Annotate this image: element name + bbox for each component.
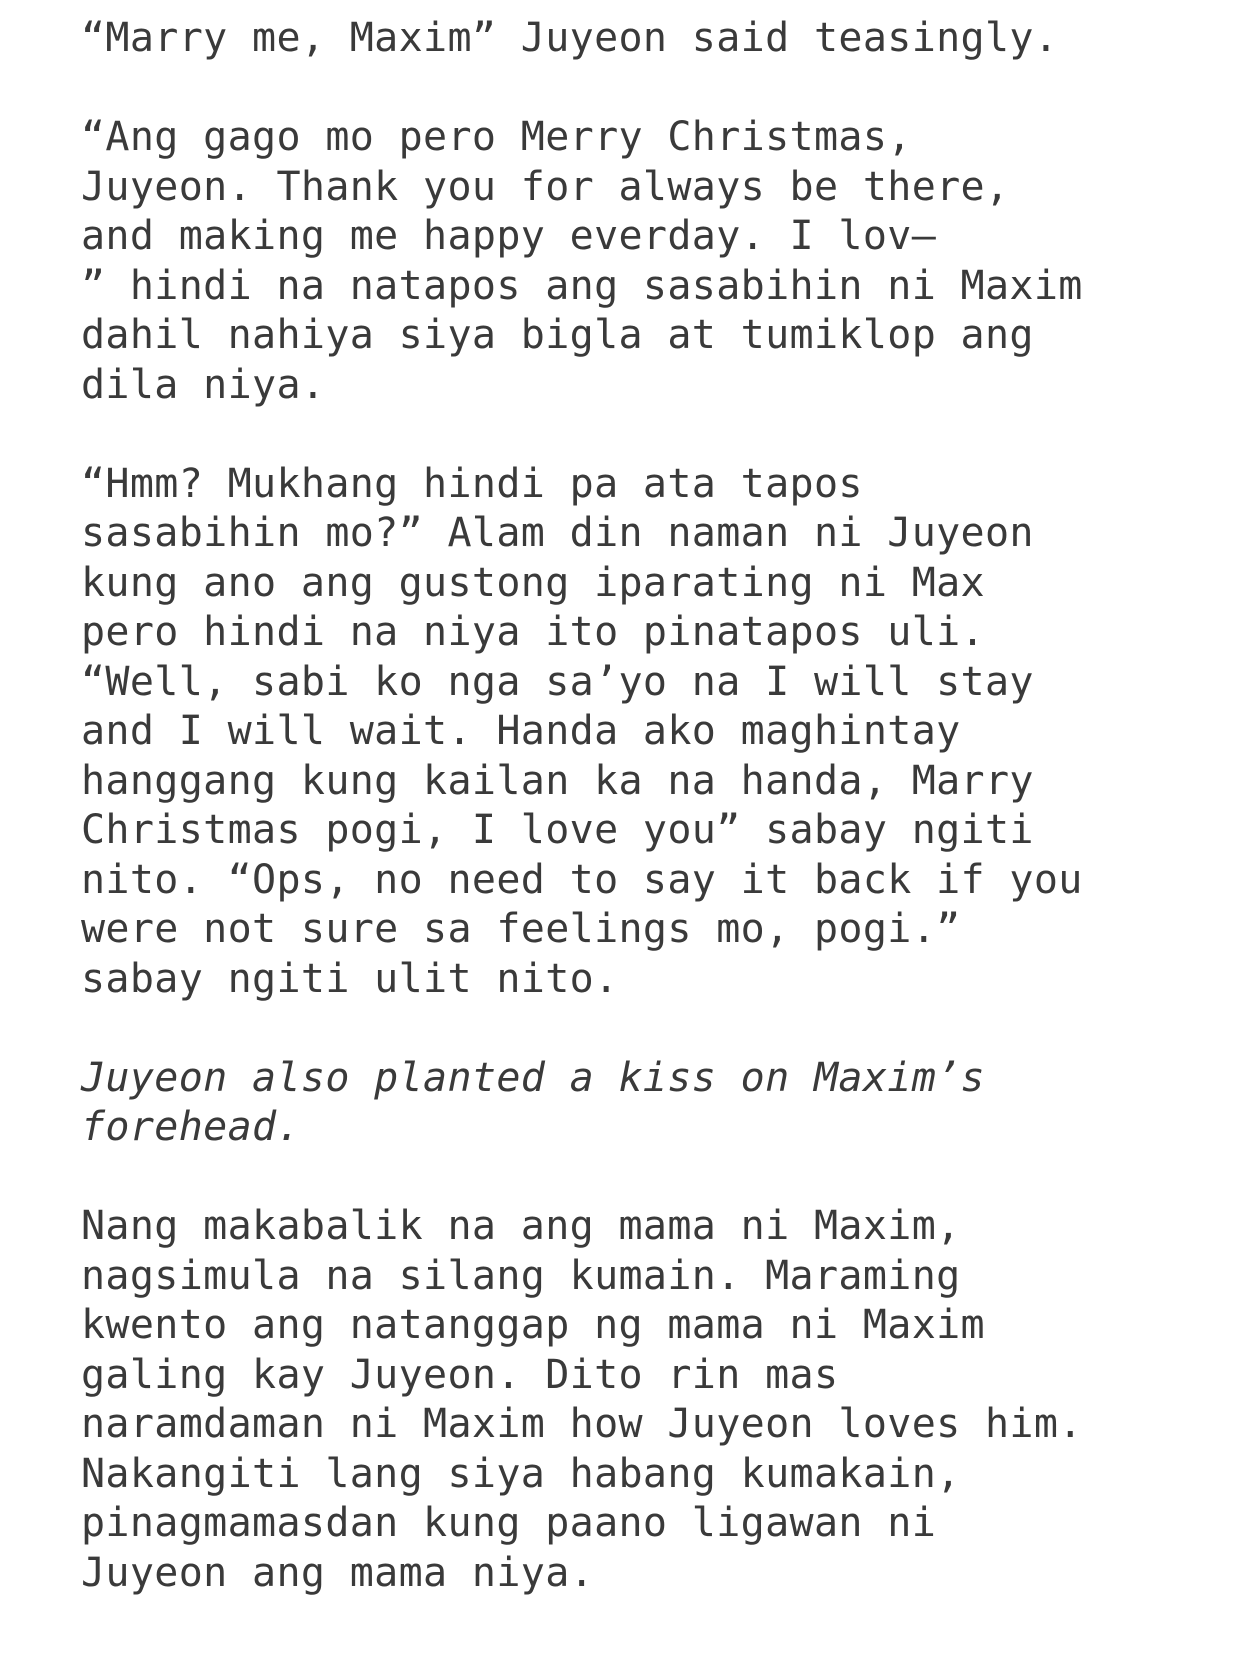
text-line: kwento ang natanggap ng mama ni Maxim — [81, 1302, 985, 1348]
text-line: sabay ngiti ulit nito. — [81, 955, 619, 1002]
text-line: and I will wait. Handa ako maghintay — [81, 708, 961, 754]
paragraph-mama — [81, 1202, 1221, 1598]
text-line: “Well, sabi ko nga sa’yo na I will stay — [81, 658, 1034, 705]
text-line: dahil nahiya siya bigla at tumiklop ang — [81, 312, 1034, 358]
text-line: pero hindi na niya ito pinatapos uli. — [81, 609, 985, 655]
text-line: Juyeon. Thank you for always be there, — [81, 163, 1010, 210]
text-line: kung ano ang gustong iparating ni Max — [81, 559, 985, 606]
text-line: sasabihin mo?” Alam din naman ni Juyeon — [81, 510, 1034, 556]
paragraph-hmm — [81, 460, 1221, 1005]
text-line: and making me happy everday. I lov— — [81, 213, 937, 259]
text-line: dila niya. — [81, 361, 326, 408]
text-line: nagsimula na silang kumain. Maraming — [81, 1252, 961, 1299]
text-line: Christmas pogi, I love you” sabay ngiti — [81, 807, 1034, 853]
text-line: nito. “Ops, no need to say it back if you — [81, 856, 1083, 903]
text-line: galing kay Juyeon. Dito rin mas — [81, 1351, 839, 1398]
paragraph-marry-me — [81, 14, 1221, 64]
text-line: Nakangiti lang siya habang kumakain, — [81, 1450, 961, 1497]
paragraph-merry-christmas — [81, 113, 1221, 410]
text-line: naramdaman ni Maxim how Juyeon loves him. — [81, 1401, 1083, 1447]
paragraph-kiss-italic — [81, 1054, 1221, 1153]
story-document — [81, 14, 1221, 1648]
text-line: Juyeon also planted a kiss on Maxim’s — [81, 1054, 985, 1101]
text-line: forehead. — [81, 1104, 301, 1150]
text-line: “Marry me, Maxim” Juyeon said teasingly. — [81, 15, 1059, 61]
text-line: Juyeon ang mama niya. — [81, 1549, 595, 1596]
text-line: hanggang kung kailan ka na handa, Marry — [81, 757, 1034, 804]
text-line: “Hmm? Mukhang hindi pa ata tapos — [81, 460, 863, 507]
text-line: ” hindi na natapos ang sasabihin ni Maxim — [81, 262, 1083, 309]
text-line: were not sure sa feelings mo, pogi.” — [81, 906, 961, 952]
text-line: Nang makabalik na ang mama ni Maxim, — [81, 1203, 961, 1249]
text-line: pinagmamasdan kung paano ligawan ni — [81, 1500, 937, 1546]
text-line: “Ang gago mo pero Merry Christmas, — [81, 114, 912, 160]
